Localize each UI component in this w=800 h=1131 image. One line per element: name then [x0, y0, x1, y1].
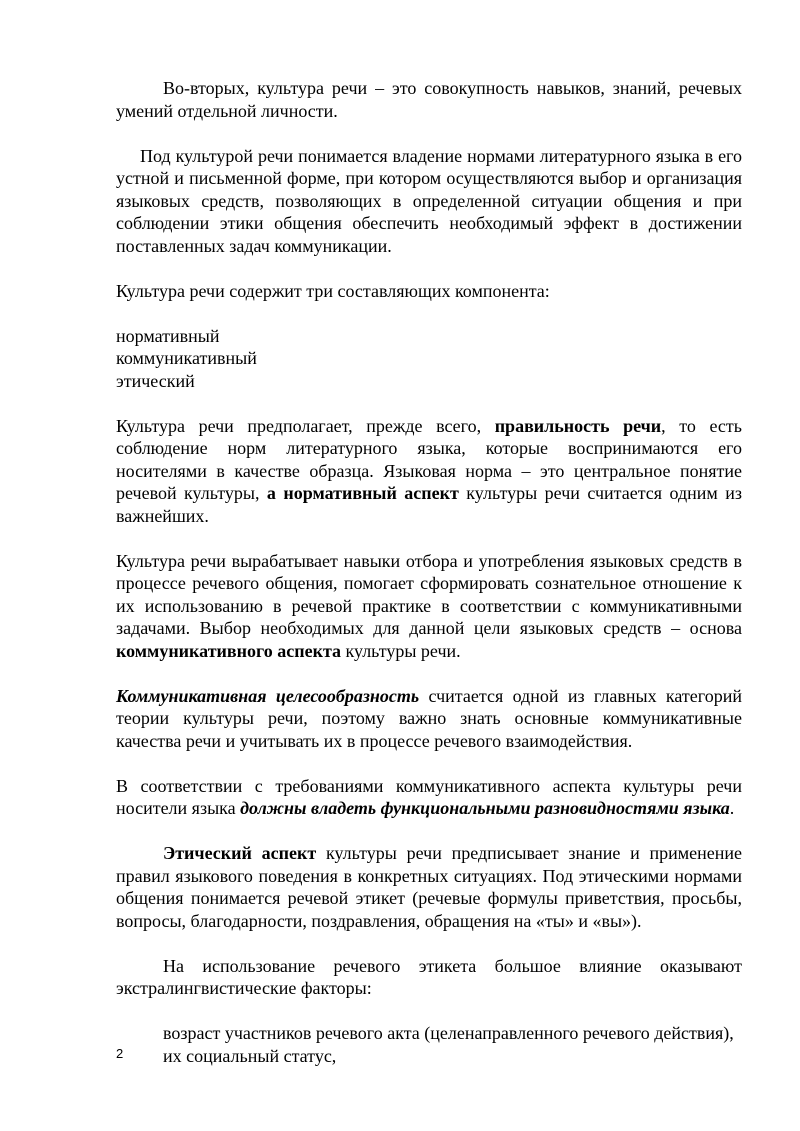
list-item: коммуникативный: [116, 348, 257, 368]
factors-list: [116, 1022, 742, 1067]
term-functional-varieties: должны владеть функциональными разновидностями языка: [240, 798, 730, 818]
list-item: возраст участников речевого акта (целенаправленного речевого действия),: [163, 1023, 734, 1043]
paragraph-normative-aspect: Культура речи предполагает, прежде всего, правильность речи, то есть соблюдение норм литературного языка, которые воспринимаются его носителями в качестве образца. Языковая норма – это центральное понятие речевой культуры, а нормативный аспект культуры речи считается одним из важнейших.: [116, 415, 742, 526]
term-correctness: правильность речи: [494, 415, 662, 436]
paragraph-functional-varieties: В соответствии с требованиями коммуникативного аспекта культуры речи носители языка должны владеть функциональными разновидностями языка.: [116, 775, 742, 818]
term-communicative-aspect: коммуникативного аспекта: [116, 640, 341, 661]
paragraph-speech-culture-definition-2: Во-вторых, культура речи – это совокупность навыков, знаний, речевых умений отдельной личности.: [116, 78, 742, 121]
term-normative-aspect: а нормативный аспект: [266, 483, 459, 503]
list-item: их социальный статус,: [163, 1045, 337, 1066]
page-number: 2: [116, 1046, 124, 1061]
list-item: нормативный: [116, 325, 220, 346]
paragraph-components-intro: Культура речи содержит три составляющих компонента:: [116, 280, 550, 301]
components-list: [116, 325, 742, 393]
term-communicative-expedience: Коммуникативная целесообразность: [116, 685, 420, 706]
paragraph-communicative-aspect: Культура речи вырабатывает навыки отбора и употребления языковых средств в процессе речевого общения, помогает сформировать сознательное отношение к их использованию в речевой практике в соответствии с коммуникативными задачами. Выбор необходимых для данной цели языковых средств – основа коммуникативного аспекта культуры речи.: [116, 550, 742, 661]
paragraph-speech-culture-meaning: Под культурой речи понимается владение нормами литературного языка в его устной и письменной форме, при котором осуществляются выбор и организация языковых средств, позволяющих в определенной ситуации общения и при соблюдении этики общения обеспечить необходимый эффект в достижении поставленных задач коммуникации.: [116, 145, 742, 256]
paragraph-ethical-aspect: Этический аспект культуры речи предписывает знание и применение правил языкового поведения в конкретных ситуациях. Под этическими нормами общения понимается речевой этикет (речевые формулы приветствия, просьбы, вопросы, благодарности, поздравления, обращения на «ты» и «вы»).: [116, 843, 742, 931]
paragraph-extralinguistic-factors: На использование речевого этикета большое влияние оказывают экстралингвистические факторы:: [116, 955, 742, 998]
term-ethical-aspect: Этический аспект: [163, 843, 317, 863]
document-page: [116, 77, 742, 1067]
paragraph-communicative-expedience: Коммуникативная целесообразность считается одной из главных категорий теории культуры речи, поэтому важно знать основные коммуникативные качества речи и учитывать их в процессе речевого взаимодействия.: [116, 685, 742, 751]
list-item: этический: [116, 370, 195, 391]
